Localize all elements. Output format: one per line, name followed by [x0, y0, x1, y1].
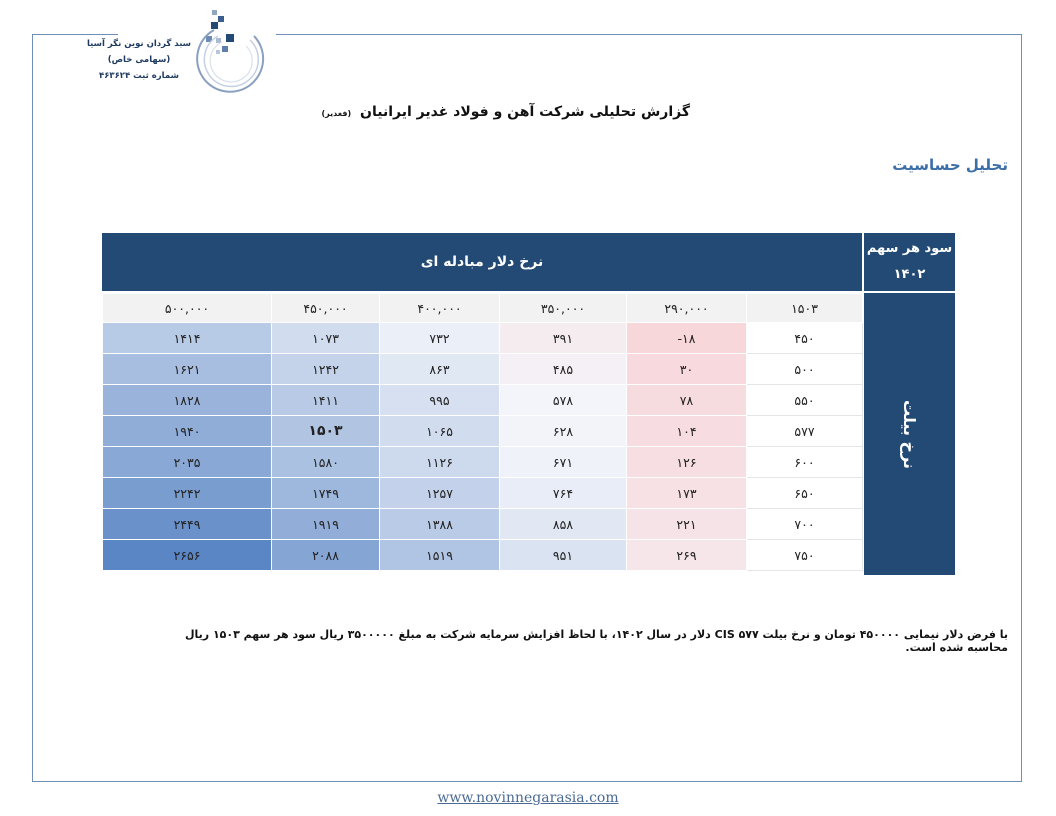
eps-value-cell: ۱۵۰۳: [272, 416, 380, 447]
report-title: [300, 104, 690, 120]
eps-value-cell: ۳۰: [627, 354, 747, 385]
sensitivity-grid: [102, 293, 863, 571]
report-ticker: (فغدیر): [321, 109, 352, 118]
billet-rate-row-key: ۵۷۷: [747, 416, 863, 447]
eps-value-cell: ۹۹۵: [380, 385, 500, 416]
dollar-rate-column-header: ۴۵۰,۰۰۰: [272, 294, 380, 323]
company-type: (سهامی خاص): [107, 55, 171, 65]
eps-value-cell: ۱۲۴۲: [272, 354, 380, 385]
eps-value-cell: ۱۷۴۹: [272, 478, 380, 509]
eps-value-cell: ۱۷۳: [627, 478, 747, 509]
column-header-row: [103, 294, 863, 323]
eps-value-cell: ۴۸۵: [500, 354, 627, 385]
table-row: [103, 385, 863, 416]
eps-value-cell: ۱۴۱۱: [272, 385, 380, 416]
eps-value-cell: ۱۰۶۵: [380, 416, 500, 447]
eps-value-cell: ۱۰۴: [627, 416, 747, 447]
eps-value-cell: ۷۳۲: [380, 323, 500, 354]
table-row: [103, 416, 863, 447]
billet-rate-row-key: ۴۵۰: [747, 323, 863, 354]
table-row: [103, 354, 863, 385]
eps-value-cell: ۲۶۵۶: [103, 540, 272, 571]
eps-value-cell: ۸۵۸: [500, 509, 627, 540]
eps-value-cell: ۱۵۸۰: [272, 447, 380, 478]
eps-value-cell: ۲۲۴۲: [103, 478, 272, 509]
eps-value-cell: ۱۹۱۹: [272, 509, 380, 540]
dollar-rate-column-header: ۵۰۰,۰۰۰: [103, 294, 272, 323]
eps-value-cell: ۹۵۱: [500, 540, 627, 571]
eps-value-cell: ۶۲۸: [500, 416, 627, 447]
eps-header: [864, 233, 955, 291]
billet-rate-row-key: ۶۵۰: [747, 478, 863, 509]
eps-value-cell: -۱۸: [627, 323, 747, 354]
eps-value-cell: ۱۴۱۴: [103, 323, 272, 354]
eps-value-cell: ۲۲۱: [627, 509, 747, 540]
eps-value-cell: ۲۴۴۹: [103, 509, 272, 540]
company-logo-icon: [192, 6, 272, 100]
billet-rate-row-key: ۷۵۰: [747, 540, 863, 571]
eps-value-cell: ۱۱۲۶: [380, 447, 500, 478]
base-eps-cell: ۱۵۰۳: [747, 294, 863, 323]
company-registration: شماره ثبت ۴۶۳۶۲۴: [99, 71, 179, 81]
table-row: [103, 447, 863, 478]
eps-value-cell: ۲۶۹: [627, 540, 747, 571]
dollar-rate-column-header: ۳۵۰,۰۰۰: [500, 294, 627, 323]
billet-rate-label: نرخ بیلت: [899, 399, 919, 469]
eps-value-cell: ۶۷۱: [500, 447, 627, 478]
eps-value-cell: ۲۰۸۸: [272, 540, 380, 571]
eps-value-cell: ۷۸: [627, 385, 747, 416]
billet-rate-row-key: ۵۵۰: [747, 385, 863, 416]
table-row: [103, 478, 863, 509]
table-row: [103, 323, 863, 354]
eps-value-cell: ۸۶۳: [380, 354, 500, 385]
company-name: سبد گردان نوین نگر آسیا: [86, 39, 192, 49]
billet-rate-row-key: ۷۰۰: [747, 509, 863, 540]
eps-value-cell: ۷۶۴: [500, 478, 627, 509]
sensitivity-table: [102, 233, 955, 575]
billet-rate-side-header: [864, 293, 955, 575]
assumption-note: با فرض دلار نیمایی ۴۵۰۰۰۰ تومان و نرخ بیلت CIS ۵۷۷ دلار در سال ۱۴۰۲، با لحاظ افزایش سرمایه شرکت به مبلغ ۳۵۰۰۰۰۰ ریال سود هر سهم ۱۵۰۳ ریال محاسبه شده است.: [185, 628, 1008, 654]
eps-value-cell: ۵۷۸: [500, 385, 627, 416]
eps-value-cell: ۲۰۳۵: [103, 447, 272, 478]
eps-header-year: ۱۴۰۲: [893, 267, 926, 282]
table-row: [103, 540, 863, 571]
eps-value-cell: ۱۳۸۸: [380, 509, 500, 540]
eps-value-cell: ۱۲۵۷: [380, 478, 500, 509]
billet-rate-row-key: ۶۰۰: [747, 447, 863, 478]
eps-value-cell: ۱۰۷۳: [272, 323, 380, 354]
company-info: [86, 36, 192, 84]
report-title-text: گزارش تحلیلی شرکت آهن و فولاد غدیر ایرانیان: [360, 104, 690, 120]
eps-value-cell: ۱۲۶: [627, 447, 747, 478]
billet-rate-row-key: ۵۰۰: [747, 354, 863, 385]
section-title: تحلیل حساسیت: [892, 156, 1008, 174]
eps-value-cell: ۱۸۲۸: [103, 385, 272, 416]
eps-value-cell: ۱۶۲۱: [103, 354, 272, 385]
eps-header-label: سود هر سهم: [866, 241, 953, 256]
eps-value-cell: ۱۹۴۰: [103, 416, 272, 447]
table-row: [103, 509, 863, 540]
eps-value-cell: ۱۵۱۹: [380, 540, 500, 571]
website-link[interactable]: www.novinnegarasia.com: [437, 790, 619, 806]
dollar-rate-column-header: ۴۰۰,۰۰۰: [380, 294, 500, 323]
dollar-rate-column-header: ۲۹۰,۰۰۰: [627, 294, 747, 323]
eps-value-cell: ۳۹۱: [500, 323, 627, 354]
dollar-rate-header: نرخ دلار مبادله ای: [102, 233, 862, 291]
